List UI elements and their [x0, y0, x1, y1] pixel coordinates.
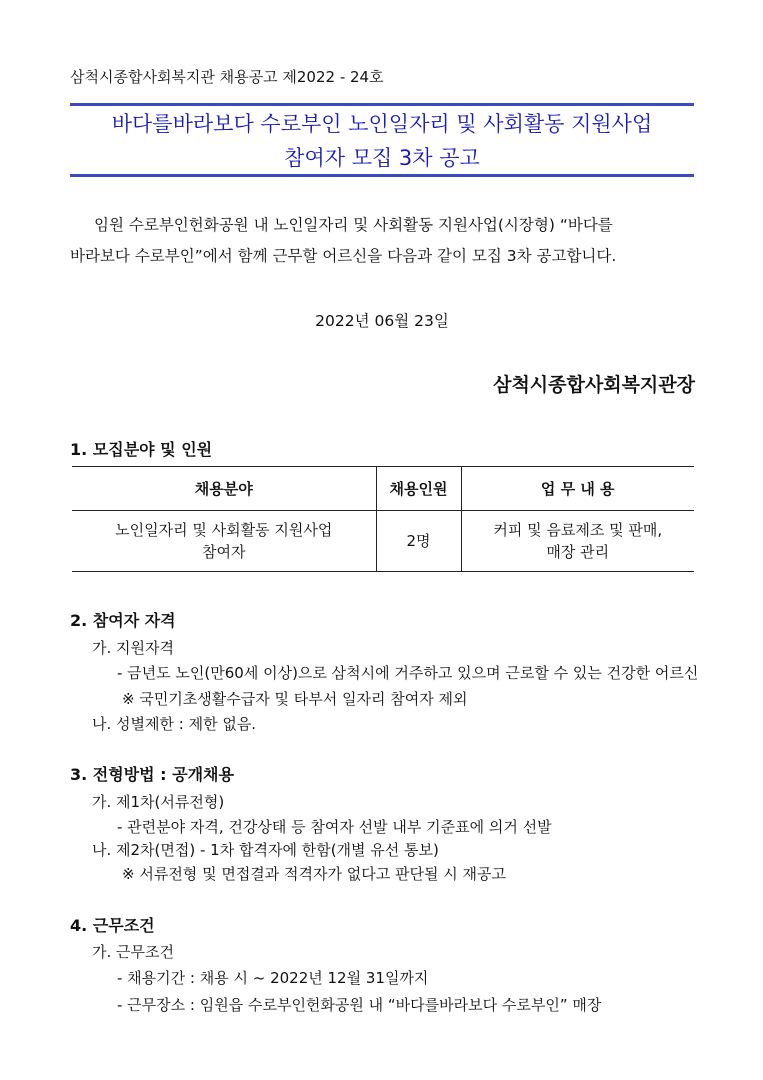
intro-line-1: 임원 수로부인헌화공원 내 노인일자리 및 사회활동 지원사업(시장형) “바다를	[94, 216, 613, 234]
organization-signature: 삼척시종합사회복지관장	[493, 374, 695, 396]
table-row	[72, 511, 694, 572]
title-line-1: 바다를바라보다 수로부인 노인일자리 및 사회활동 지원사업	[111, 112, 653, 136]
table-cell-duty	[461, 511, 694, 572]
field-line-1: 노인일자리 및 사회활동 지원사업	[115, 521, 333, 539]
table-header-count: 채용인원	[376, 467, 461, 511]
duty-line-1: 커피 및 음료제조 및 판매,	[493, 521, 663, 539]
table-header-field: 채용분야	[72, 467, 376, 511]
recruitment-table	[72, 466, 694, 572]
intro-paragraph	[70, 210, 694, 272]
section-2-item-a: 가. 지원자격	[92, 639, 174, 657]
section-3-item-b1: ※ 서류전형 및 면접결과 적격자가 없다고 판단될 시 재공고	[122, 865, 506, 883]
section-3-item-a1: - 관련분야 자격, 건강상태 등 참여자 선발 내부 기준표에 의거 선발	[117, 818, 552, 836]
table-cell-field	[72, 511, 376, 572]
duty-line-2: 매장 관리	[546, 543, 610, 561]
title-line-2: 참여자 모집 3차 공고	[284, 146, 480, 170]
table-header-row	[72, 467, 694, 511]
notice-number: 삼척시종합사회복지관 채용공고 제2022 - 24호	[70, 68, 384, 86]
section-4-item-a: 가. 근무조건	[92, 943, 174, 961]
title-top-rule	[70, 103, 694, 106]
title-bottom-rule	[70, 174, 694, 177]
announcement-date: 2022년 06월 23일	[315, 312, 449, 330]
section-2-item-a2: ※ 국민기초생활수급자 및 타부서 일자리 참여자 제외	[122, 690, 468, 708]
section-4-item-a1: - 채용기간 : 채용 시 ~ 2022년 12월 31일까지	[117, 969, 429, 987]
section-3-item-b: 나. 제2차(면접) - 1차 합격자에 한함(개별 유선 통보)	[92, 841, 439, 859]
section-4-item-a2: - 근무장소 : 임원읍 수로부인헌화공원 내 “바다를바라보다 수로부인” 매장	[117, 996, 602, 1014]
section-3-heading: 3. 전형방법 : 공개채용	[70, 765, 234, 784]
section-2-heading: 2. 참여자 자격	[70, 611, 176, 630]
table-header-duty: 업 무 내 용	[461, 467, 694, 511]
section-4-heading: 4. 근무조건	[70, 916, 155, 935]
field-line-2: 참여자	[202, 543, 246, 561]
section-2-item-b: 나. 성별제한 : 제한 없음.	[92, 715, 257, 733]
section-3-item-a: 가. 제1차(서류전형)	[92, 793, 225, 811]
section-1-heading: 1. 모집분야 및 인원	[70, 440, 213, 459]
intro-line-2: 바라보다 수로부인”에서 함께 근무할 어르신을 다음과 같이 모집 3차 공고합니다.	[70, 247, 617, 265]
table-cell-count: 2명	[376, 511, 461, 572]
section-2-item-a1: - 금년도 노인(만60세 이상)으로 삼척시에 거주하고 있으며 근로할 수 있는 건강한 어르신	[117, 664, 699, 682]
